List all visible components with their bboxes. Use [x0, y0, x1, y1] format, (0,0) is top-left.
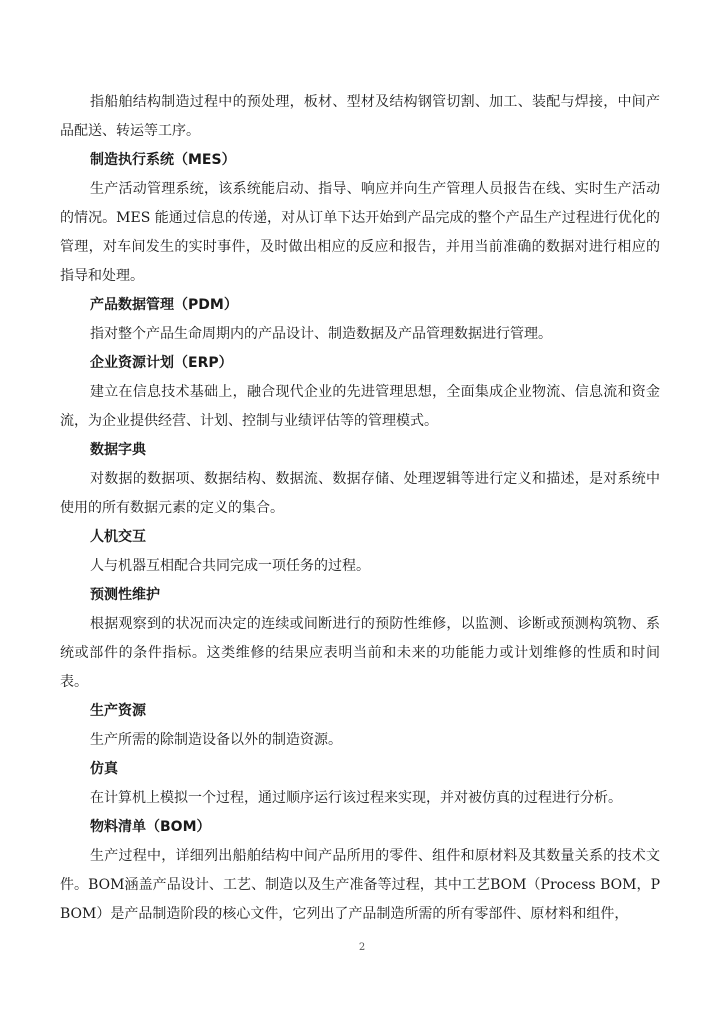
paragraph-production-resources: 生产所需的除制造设备以外的制造资源。 — [90, 732, 342, 748]
heading-simulation: 仿真 — [90, 761, 118, 777]
heading-pdm: 产品数据管理（PDM） — [90, 297, 238, 313]
paragraph-simulation: 在计算机上模拟一个过程，通过顺序运行该过程来实现，并对被仿真的过程进行分析。 — [90, 790, 622, 806]
page-number: 2 — [358, 942, 366, 953]
heading-data-dictionary: 数据字典 — [90, 442, 146, 458]
paragraph-pdm: 指对整个产品生命周期内的产品设计、制造数据及产品管理数据进行管理。 — [90, 326, 552, 342]
heading-predictive-maintenance: 预测性维护 — [90, 587, 160, 603]
paragraph-predictive-maintenance: 根据观察到的状况而决定的连续或间断进行的预防性维修，以监测、诊断或预测构筑物、系统或部件的条件指标。这类维修的结果应表明当前和未来的功能能力或计划维修的性质和时间表。 — [60, 616, 660, 690]
paragraph-intro: 指船舶结构制造过程中的预处理，板材、型材及结构钢管切割、加工、装配与焊接，中间产品配送、转运等工序。 — [60, 94, 660, 139]
paragraph-mes: 生产活动管理系统，该系统能启动、指导、响应并向生产管理人员报告在线、实时生产活动的情况。MES 能通过信息的传递，对从订单下达开始到产品完成的整个产品生产过程进行优化的管理，对车间发生的实时事件，及时做出相应的反应和报告，并用当前准确的数据对进行相应的指导和处理。 — [60, 181, 660, 284]
heading-bom: 物料清单（BOM） — [90, 819, 211, 835]
document-body — [60, 88, 660, 929]
paragraph-data-dictionary: 对数据的数据项、数据结构、数据流、数据存储、处理逻辑等进行定义和描述，是对系统中使用的所有数据元素的定义的集合。 — [60, 471, 660, 516]
heading-erp: 企业资源计划（ERP） — [90, 355, 233, 371]
paragraph-hci: 人与机器互相配合共同完成一项任务的过程。 — [90, 558, 370, 574]
heading-production-resources: 生产资源 — [90, 703, 146, 719]
paragraph-erp: 建立在信息技术基础上，融合现代企业的先进管理思想，全面集成企业物流、信息流和资金流，为企业提供经营、计划、控制与业绩评估等的管理模式。 — [60, 384, 660, 429]
heading-mes: 制造执行系统（MES） — [90, 152, 236, 168]
paragraph-bom: 生产过程中，详细列出船舶结构中间产品所用的零件、组件和原材料及其数量关系的技术文件。BOM涵盖产品设计、工艺、制造以及生产准备等过程，其中工艺BOM（Process BOM，PBOM）是产品制造阶段的核心文件，它列出了产品制造所需的所有零部件、原材料和组件， — [60, 848, 660, 922]
heading-hci: 人机交互 — [90, 529, 146, 545]
